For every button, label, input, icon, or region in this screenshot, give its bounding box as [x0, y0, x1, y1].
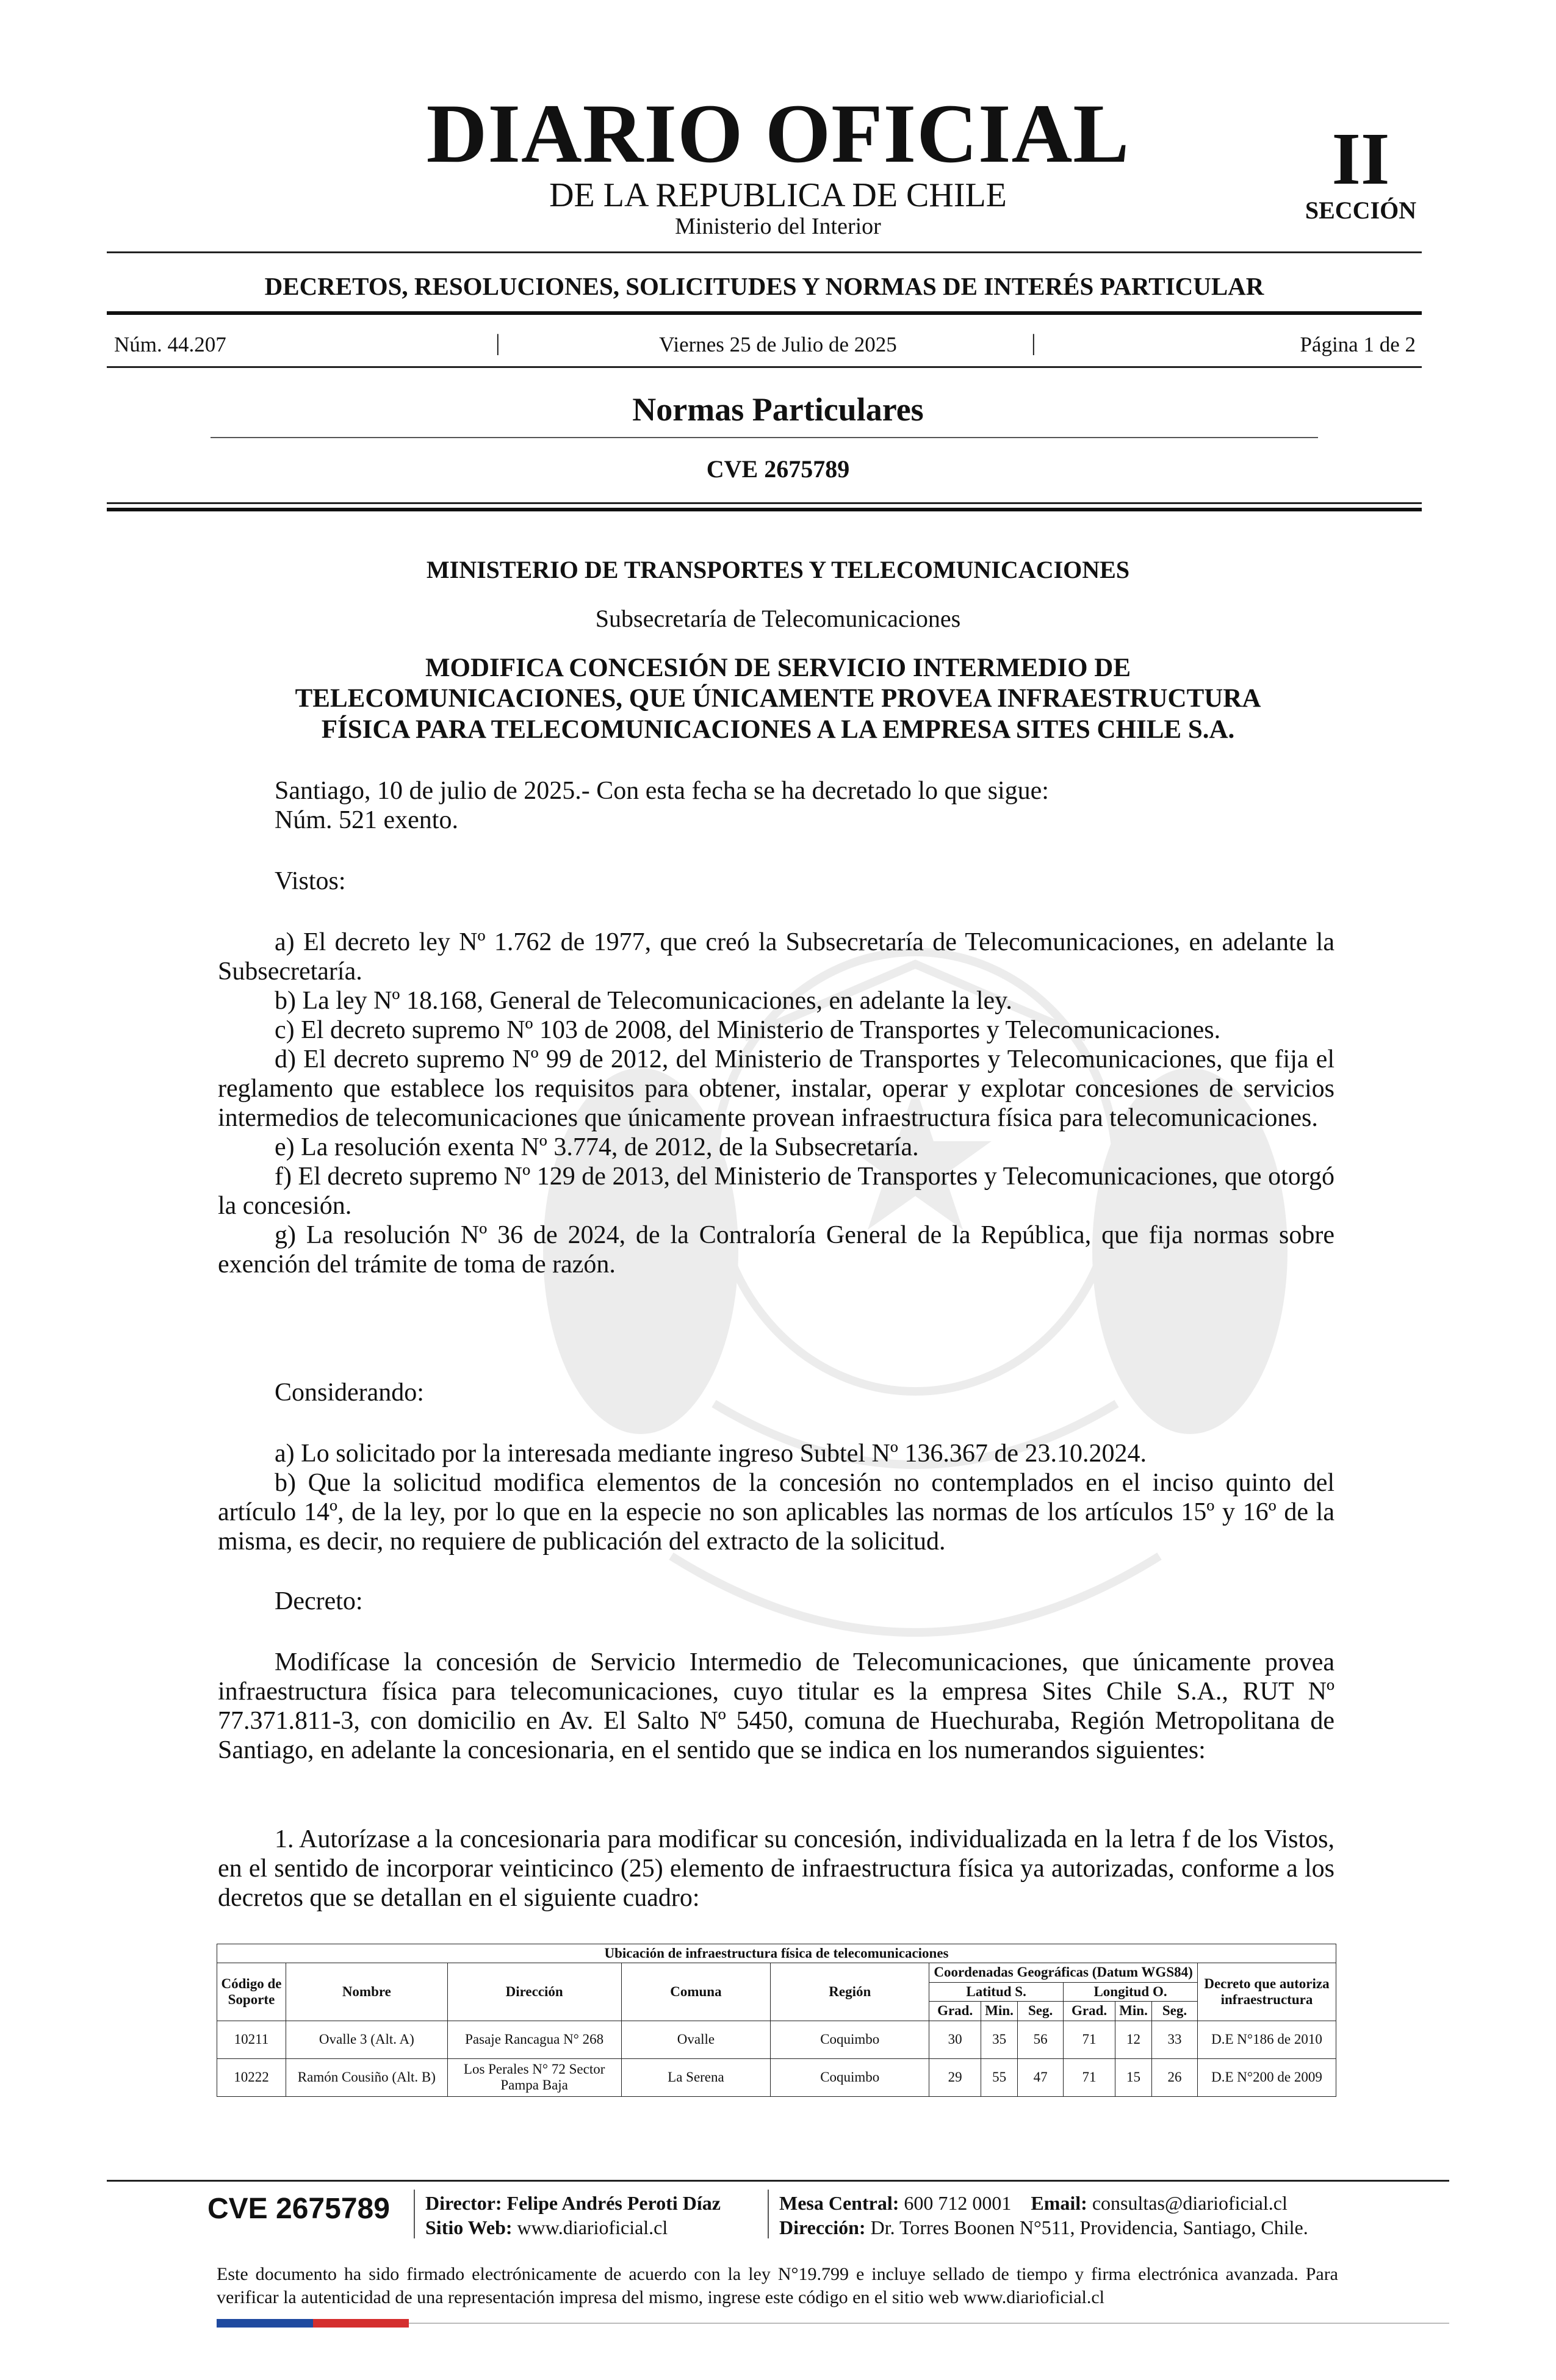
header-direccion: Dirección	[447, 1963, 621, 2021]
footer-signature-note: Este documento ha sido firmado electrónicamente de acuerdo con la ley N°19.799 e incluye sellado de tiempo y firma electrónica avanzada. Para verificar la autenticidad de una representación impresa del mismo, ingrese este código en el sitio web www.diarioficial.cl	[217, 2264, 1338, 2307]
header-min: Min.	[981, 2002, 1018, 2021]
vistos-list	[218, 928, 1334, 1279]
table-row	[217, 2021, 1336, 2058]
table-caption: Ubicación de infraestructura física de telecomunicaciones	[217, 1944, 1336, 1963]
cell-comuna: Ovalle	[621, 2021, 771, 2058]
ministry-heading: MINISTERIO DE TRANSPORTES Y TELECOMUNICACIONES	[426, 556, 1130, 583]
masthead-ministry: Ministerio del Interior	[675, 214, 881, 239]
intro-number: Núm. 521 exento.	[275, 806, 458, 834]
cve-rule	[107, 502, 1422, 504]
document-title-line: MODIFICA CONCESIÓN DE SERVICIO INTERMEDIO DE	[425, 654, 1131, 682]
decreto-item-text: 1. Autorízase a la concesionaria para modificar su concesión, individualizada en la letra f de los Vistos, en el sentido de incorporar veinticinco (25) elemento de infraestructura física ya autorizadas, conforme a los decretos que se detallan en el siguiente cuadro:	[218, 1825, 1334, 1912]
header-comuna: Comuna	[621, 1963, 771, 2021]
header-seg: Seg.	[1152, 2002, 1198, 2021]
header-min: Min.	[1115, 2002, 1152, 2021]
section-number: II	[1331, 118, 1390, 200]
cell-direccion: Los Perales N° 72 Sector Pampa Baja	[447, 2058, 621, 2096]
masthead-subtitle: DE LA REPUBLICA DE CHILE	[549, 176, 1007, 214]
header-nombre: Nombre	[286, 1963, 447, 2021]
table-caption-row	[217, 1944, 1336, 1963]
cell-lat-grad: 29	[929, 2058, 981, 2096]
vistos-item: a) El decreto ley Nº 1.762 de 1977, que creó la Subsecretaría de Telecomunicaciones, en adelante la Subsecretaría.	[218, 928, 1334, 986]
cell-lon-min: 12	[1115, 2021, 1152, 2058]
cve-rule-thick	[107, 508, 1422, 511]
flag-bar-red	[313, 2319, 409, 2328]
footer-director-block	[425, 2191, 721, 2240]
category-rule	[107, 311, 1422, 315]
page-indicator: Página 1 de 2	[1300, 333, 1416, 356]
footer-divider	[768, 2190, 769, 2238]
vistos-item: e) La resolución exenta Nº 3.774, de 2012, de la Subsecretaría.	[275, 1133, 919, 1161]
table-header-row	[217, 1963, 1336, 1982]
considerando-item: a) Lo solicitado por la interesada mediante ingreso Subtel Nº 136.367 de 23.10.2024.	[275, 1440, 1147, 1468]
cell-lat-seg: 47	[1018, 2058, 1064, 2096]
footer-rule	[107, 2180, 1449, 2182]
footer-contact-block	[779, 2191, 1308, 2240]
cve-code: CVE 2675789	[706, 455, 850, 483]
vistos-item: g) La resolución Nº 36 de 2024, de la Contraloría General de la República, que fija normas sobre exención del trámite de toma de razón.	[218, 1221, 1334, 1278]
decreto-paragraph	[218, 1648, 1334, 1765]
cell-region: Coquimbo	[771, 2021, 929, 2058]
considerando-item: b) Que la solicitud modifica elementos de la concesión no contemplados en el inciso quinto del artículo 14º, de la ley, por lo que en la especie no son aplicables las normas de los artículos 15º y 16º de la misma, es decir, no requiere de publicación del extracto de la solicitud.	[218, 1469, 1334, 1556]
category-heading: DECRETOS, RESOLUCIONES, SOLICITUDES Y NORMAS DE INTERÉS PARTICULAR	[264, 272, 1264, 300]
footer-cve: CVE 2675789	[207, 2193, 390, 2225]
vistos-item: d) El decreto supremo Nº 99 de 2012, del Ministerio de Transportes y Telecomunicaciones, que fija el reglamento que establece los requisitos para obtener, instalar, operar y explotar concesiones de servicios intermedios de telecomunicaciones que únicamente provean infraestructura física para telecomunicaciones.	[218, 1045, 1334, 1132]
cell-nombre: Ovalle 3 (Alt. A)	[286, 2021, 447, 2058]
director-name: Felipe Andrés Peroti Díaz	[506, 2192, 721, 2214]
meta-divider: |	[495, 330, 500, 356]
intro-date: Santiago, 10 de julio de 2025.- Con esta fecha se ha decretado lo que sigue:	[275, 777, 1049, 805]
cell-codigo: 10211	[217, 2021, 286, 2058]
phone-number: 600 712 0001	[904, 2192, 1012, 2214]
section-label: SECCIÓN	[1305, 197, 1417, 224]
footer-bottom-rule	[409, 2323, 1449, 2324]
masthead-title: DIARIO OFICIAL	[426, 87, 1130, 180]
infrastructure-table	[217, 1944, 1336, 2097]
document-title-line: FÍSICA PARA TELECOMUNICACIONES A LA EMPRESA SITES CHILE S.A.	[321, 715, 1235, 744]
decreto-item-1	[218, 1825, 1334, 1913]
header-codigo: Código de Soporte	[217, 1963, 286, 2021]
considerando-list	[218, 1439, 1334, 1556]
vistos-item: b) La ley Nº 18.168, General de Telecomunicaciones, en adelante la ley.	[275, 987, 1012, 1015]
header-seg: Seg.	[1018, 2002, 1064, 2021]
cell-codigo: 10222	[217, 2058, 286, 2096]
cell-lat-min: 35	[981, 2021, 1018, 2058]
header-latitud: Latitud S.	[929, 1982, 1064, 2001]
cell-lon-seg: 33	[1152, 2021, 1198, 2058]
subsecretaria: Subsecretaría de Telecomunicaciones	[595, 605, 961, 632]
cell-decreto: D.E N°186 de 2010	[1197, 2021, 1336, 2058]
cell-lat-min: 55	[981, 2058, 1018, 2096]
header-grad: Grad.	[1064, 2002, 1115, 2021]
header-coordinates: Coordenadas Geográficas (Datum WGS84)	[929, 1963, 1198, 1982]
header-region: Región	[771, 1963, 929, 2021]
document-title	[201, 653, 1355, 745]
header-longitud: Longitud O.	[1064, 1982, 1198, 2001]
web-label: Sitio Web:	[425, 2216, 513, 2238]
email-link[interactable]: consultas@diarioficial.cl	[1092, 2192, 1288, 2214]
phone-label: Mesa Central:	[779, 2192, 899, 2214]
header-grad: Grad.	[929, 2002, 981, 2021]
cell-lon-grad: 71	[1064, 2058, 1115, 2096]
email-label: Email:	[1031, 2192, 1087, 2214]
decreto-heading: Decreto:	[275, 1587, 363, 1615]
address-label: Dirección:	[779, 2216, 866, 2238]
flag-bar-blue	[217, 2319, 313, 2328]
cell-nombre: Ramón Cousiño (Alt. B)	[286, 2058, 447, 2096]
director-label: Director:	[425, 2192, 502, 2214]
footer-divider	[414, 2190, 415, 2238]
web-link[interactable]: www.diarioficial.cl	[517, 2216, 668, 2238]
meta-rule	[107, 366, 1422, 368]
header-decreto: Decreto que autoriza infraestructura	[1197, 1963, 1336, 2021]
issue-date: Viernes 25 de Julio de 2025	[659, 333, 897, 356]
cell-comuna: La Serena	[621, 2058, 771, 2096]
cell-lat-seg: 56	[1018, 2021, 1064, 2058]
cell-lat-grad: 30	[929, 2021, 981, 2058]
document-title-line: TELECOMUNICACIONES, QUE ÚNICAMENTE PROVEA INFRAESTRUCTURA	[295, 684, 1261, 713]
vistos-item: c) El decreto supremo Nº 103 de 2008, del Ministerio de Transportes y Telecomunicaciones.	[275, 1016, 1221, 1044]
cell-lon-min: 15	[1115, 2058, 1152, 2096]
cell-region: Coquimbo	[771, 2058, 929, 2096]
section-title: Normas Particulares	[632, 391, 924, 428]
issue-number: Núm. 44.207	[114, 333, 226, 356]
section-title-rule	[211, 437, 1318, 438]
vistos-heading: Vistos:	[275, 867, 346, 895]
cell-direccion: Pasaje Rancagua N° 268	[447, 2021, 621, 2058]
considerando-heading: Considerando:	[275, 1379, 424, 1407]
table-row	[217, 2058, 1336, 2096]
cell-lon-grad: 71	[1064, 2021, 1115, 2058]
vistos-item: f) El decreto supremo Nº 129 de 2013, del Ministerio de Transportes y Telecomunicaciones, que otorgó la concesión.	[218, 1163, 1334, 1220]
cell-decreto: D.E N°200 de 2009	[1197, 2058, 1336, 2096]
address-text: Dr. Torres Boonen N°511, Providencia, Santiago, Chile.	[870, 2216, 1308, 2238]
cell-lon-seg: 26	[1152, 2058, 1198, 2096]
masthead-rule	[107, 251, 1422, 253]
decreto-text: Modifícase la concesión de Servicio Intermedio de Telecomunicaciones, que únicamente provea infraestructura física para telecomunicaciones, cuyo titular es la empresa Sites Chile S.A., RUT Nº 77.371.811-3, con domicilio en Av. El Salto Nº 5450, comuna de Huechuraba, Región Metropolitana de Santiago, en adelante la concesionaria, en el sentido que se indica en los numerandos siguientes:	[218, 1648, 1334, 1764]
meta-divider: |	[1031, 330, 1036, 356]
